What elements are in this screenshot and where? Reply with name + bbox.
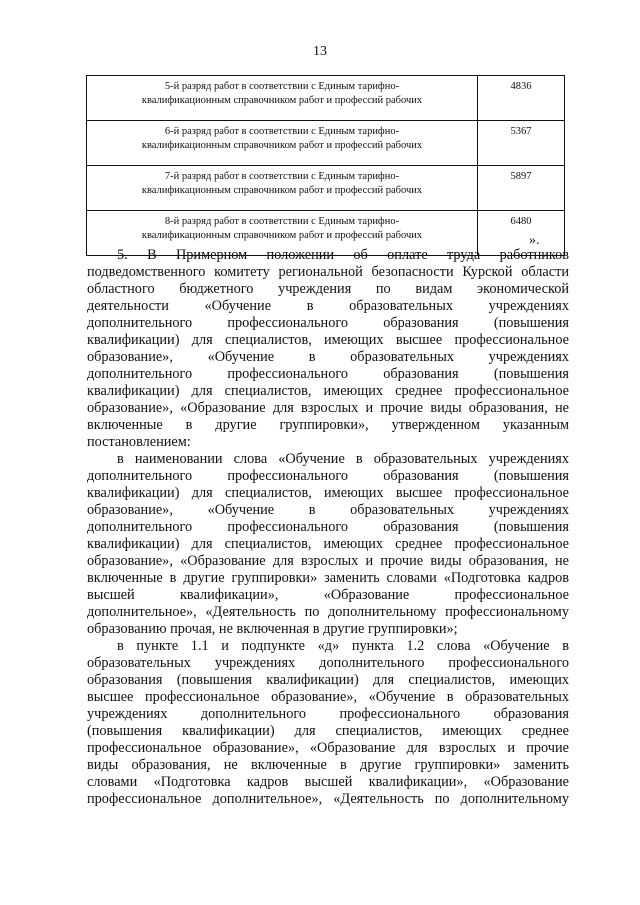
rate-cell: 6480 [478,211,565,256]
text-line: профессиональное образование», «Образование для взрослых и прочие [87,740,569,756]
grade-cell [87,121,478,166]
text-line: дополнительного профессионального образования (повышения [87,468,569,484]
text-line: в пункте 1.1 и подпункте «д» пункта 1.2 слова «Обучение в [117,638,569,654]
text-line: словами «Подготовка кадров высшей квалификации», «Образование [87,774,569,790]
text-line: дополнительное», «Деятельность по дополнительному профессиональному [87,604,569,620]
text-line: квалификации) для специалистов, имеющих среднее профессиональное [87,383,569,399]
table-row [87,166,565,211]
grade-line: 5-й разряд работ в соответствии с Единым тарифно- [164,81,400,92]
grade-cell [87,76,478,121]
text-line: учреждениях дополнительного профессионального образования [87,706,569,722]
paragraph [87,247,569,451]
grade-line: 7-й разряд работ в соответствии с Единым тарифно- [164,171,400,182]
grade-line: квалификационным справочником работ и профессий рабочих [141,185,423,196]
grade-line: 6-й разряд работ в соответствии с Единым тарифно- [164,126,400,137]
grade-line: квалификационным справочником работ и профессий рабочих [141,95,423,106]
text-line: профессиональное дополнительное», «Деятельность по дополнительному [87,791,569,807]
text-line: квалификации) для специалистов, имеющих высшее профессиональное [87,485,569,501]
text-line: дополнительного профессионального образования (повышения [87,519,569,535]
text-line: (повышения квалификации) для специалистов, имеющих среднее [87,723,569,739]
grade-line: 8-й разряд работ в соответствии с Единым тарифно- [164,216,400,227]
grade-line: квалификационным справочником работ и профессий рабочих [141,140,423,151]
text-line: включенные в другие группировки» заменить словами «Подготовка кадров [87,570,569,586]
text-line: высшее профессиональное образование», «Обучение в образовательных [87,689,569,705]
rate-cell: 4836 [478,76,565,121]
rate-cell: 5367 [478,121,565,166]
closing-quote: ». [529,233,540,248]
text-line: образования (повышения квалификации) для специалистов, имеющих [87,672,569,688]
rate-cell: 5897 [478,166,565,211]
text-line: подведомственного комитету региональной безопасности Курской области [87,264,569,280]
grade-cell [87,166,478,211]
text-line: дополнительного профессионального образования (повышения [87,366,569,382]
table-row [87,121,565,166]
paragraph [87,451,569,638]
paragraph [87,638,569,808]
text-line: виды образования, не включенные в другие группировки» заменить [87,757,569,773]
page-number: 13 [313,44,327,59]
text-line: высшей квалификации», «Образование профессиональное [87,587,569,603]
text-line: включенные в другие группировки», утвержденном указанным [87,417,569,433]
text-line: областного бюджетного учреждения по видам экономической [87,281,569,297]
tariff-table [86,75,565,256]
text-line: квалификации) для специалистов, имеющих высшее профессиональное [87,332,569,348]
text-line: образование», «Образование для взрослых и прочие виды образования, не [87,553,569,569]
text-line: постановлением: [87,434,191,450]
document-body [87,247,569,808]
text-line: 5. В Примерном положении об оплате труда работников [117,247,569,263]
text-line: дополнительного профессионального образования (повышения [87,315,569,331]
text-line: в наименовании слова «Обучение в образовательных учреждениях [117,451,569,467]
text-line: образованию прочая, не включенная в другие группировки»; [87,621,458,637]
text-line: квалификации) для специалистов, имеющих среднее профессиональное [87,536,569,552]
table-row [87,76,565,121]
text-line: образование», «Обучение в образовательных учреждениях [87,502,569,518]
text-line: образование», «Обучение в образовательных учреждениях [87,349,569,365]
grade-line: квалификационным справочником работ и профессий рабочих [141,230,423,241]
text-line: образовательных учреждениях дополнительного профессионального [87,655,569,671]
text-line: деятельности «Обучение в образовательных учреждениях [87,298,569,314]
text-line: образование», «Образование для взрослых и прочие виды образования, не [87,400,569,416]
